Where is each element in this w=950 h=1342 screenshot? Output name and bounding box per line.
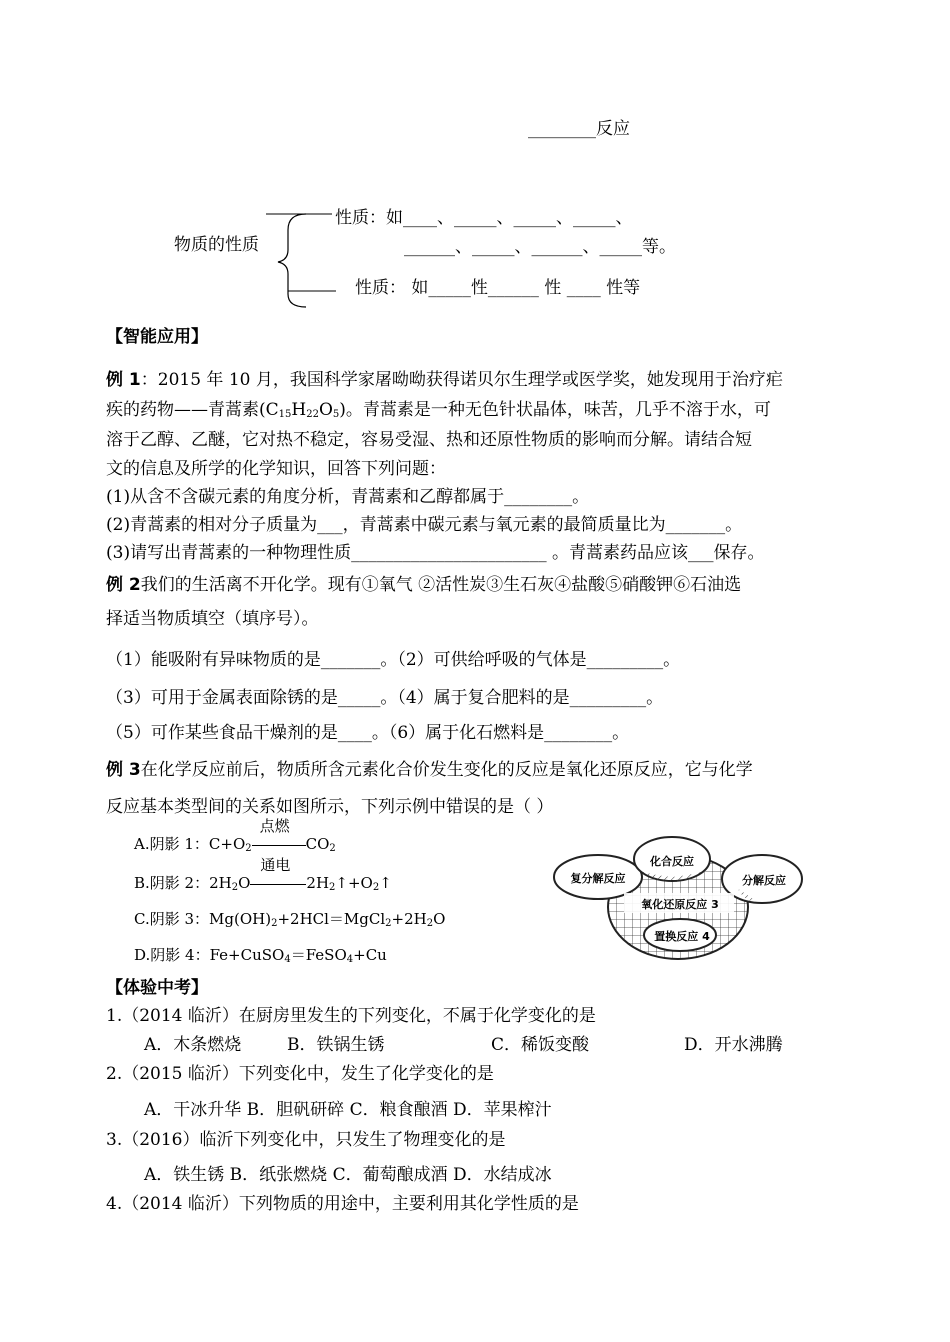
exam-q4: 4.（2014 临沂）下列物质的用途中，主要利用其化学性质的是 [106,1194,579,1214]
option-c-end: +2H [391,910,427,928]
formula-h: H [291,400,307,420]
exam-q2: 2.（2015 临沂）下列变化中，发生了化学变化的是 [106,1064,494,1084]
option-b-condition: 通电 [260,856,291,874]
option-b-post: 2H [306,874,330,892]
example1-q1: (1)从含不含碳元素的角度分析，青蒿素和乙醇都属于________。 [106,487,590,507]
example3-label: 例 3 [106,760,141,780]
example3-option-c: C.阴影 3：$Mg(OH)_2+2HCl=MgCl_2+2H_2O$ [134,910,446,929]
option-d-end: +Cu [353,946,387,964]
example1-text1: ：2015 年 10 月，我国科学家屠呦呦获得诺贝尔生理学或医学奖，她发现用于治疗疟 [140,370,783,390]
properties-line3: 性质： 如_____性______ 性 ____ 性等 [355,278,641,298]
example1-line4: 文的信息及所学的化学知识，回答下列问题： [106,459,446,479]
example1-label: 例 1 [106,370,141,390]
formula-o: O [318,400,333,420]
example3-option-d: D.阴影 4：Fe+CuSO$_4$＝FeSO$_4$+Cu [134,946,387,965]
exam-q1-option-b: B．铁锅生锈 [287,1035,385,1055]
exam-q1-option-d: D．开水沸腾 [684,1035,783,1055]
exam-q1: 1.（2014 临沂）在厨房里发生的下列变化，不属于化学变化的是 [106,1006,596,1026]
reaction-types-diagram [552,815,804,965]
option-b-pre: B.阴影 2：2H [134,874,232,892]
example3-line2: 反应基本类型间的关系如图所示，下列示例中错误的是（ ） [106,797,554,817]
exam-q2-options: A．干冰升华 B．胆矾研碎 C．粮食酿酒 D．苹果榨汁 [144,1100,552,1120]
exam-q3-options: A．铁生锈 B．纸张燃烧 C．葡萄酿成酒 D．水结成冰 [144,1165,552,1185]
option-b-tail: ↑+O [335,874,373,892]
option-a-post: CO [305,835,330,853]
properties-title: 物质的性质 [174,235,259,255]
example2-q3: （5）可作某些食品干燥剂的是____。（6）属于化石燃料是________。 [106,723,630,743]
option-c-mid: +2HCl＝MgCl [277,910,386,928]
formula-sub-o: 5 [332,409,340,420]
label-combination: 化合反应 [650,855,694,868]
example3-option-b: B.阴影 2：$2H_2O$ 通电 $2H_2↑+O_2↑$ [134,856,392,893]
label-double-decomposition: 复分解反应 [570,872,626,885]
example2-q1: （1）能吸附有异味物质的是_______。（2）可供给呼吸的气体是_________。 [106,650,681,670]
example3-text1: 在化学反应前后，物质所含元素化合价发生变化的反应是氧化还原反应，它与化学 [140,760,753,780]
example1-line1 [106,365,783,390]
option-a-condition: 点燃 [259,817,290,835]
example1-text2: 疾的药物——青蒿素(C [106,400,279,420]
example3-line1 [106,755,753,780]
example3-option-a: A.阴影 1：$C+O_2$ 点燃 $CO_2$ [134,817,336,854]
properties-brace [266,200,336,310]
exam-q3: 3.（2016）临沂下列变化中，只发生了物理变化的是 [106,1130,506,1150]
option-d-pre: D.阴影 4：Fe+CuSO [134,946,285,964]
properties-line2: ______、_____、______、_____等。 [404,237,676,257]
example2-label: 例 2 [106,575,141,595]
example2-line1 [106,570,741,595]
option-c-pre: C.阴影 3：Mg(OH) [134,910,272,928]
section-title-application: 【智能应用】 [106,327,208,347]
exam-q1-option-c: C．稀饭变酸 [491,1035,590,1055]
example1-q3: (3)请写出青蒿素的一种物理性质_______________________ 。青蒿素药品应该___保存。 [106,543,765,563]
example2-line2: 择适当物质填空（填序号）。 [106,609,319,629]
exam-q1-option-a: A．木条燃烧 [144,1035,242,1055]
section-title-exam: 【体验中考】 [106,978,208,998]
example1-line2 [106,395,771,420]
example2-q2: （3）可用于金属表面除锈的是_____。（4）属于复合肥料的是_________。 [106,688,664,708]
formula-sub-c: 15 [278,409,292,420]
top-blank: ________ [528,119,596,139]
option-a-arrow [252,817,306,853]
formula-sub-h: 22 [306,409,319,420]
example1-q2: (2)青蒿素的相对分子质量为___，青蒿素中碳元素与氧元素的最简质量比为_______。 [106,515,743,535]
top-reaction-line [528,114,630,139]
option-b-arrow [250,856,306,892]
label-redox: 氧化还原反应 3 [641,898,719,911]
option-b-end: ↑ [379,874,392,892]
top-reaction-label: 反应 [596,119,630,139]
example1-line3: 溶于乙醇、乙醚，它对热不稳定，容易受湿、热和还原性物质的影响而分解。请结合短 [106,430,752,450]
option-d-mid: ＝FeSO [290,946,347,964]
option-a-pre: A.阴影 1：C+O [134,835,246,853]
label-displacement: 置换反应 4 [654,930,710,943]
example2-text1: 我们的生活离不开化学。现有①氧气 ②活性炭③生石灰④盐酸⑤硝酸钾⑥石油选 [140,575,742,595]
example1-text2-tail: )。青蒿素是一种无色针状晶体，味苦，几乎不溶于水，可 [339,400,771,420]
properties-line1: 性质：如____、_____、_____、_____、 [335,208,633,228]
label-decomposition: 分解反应 [742,874,786,887]
